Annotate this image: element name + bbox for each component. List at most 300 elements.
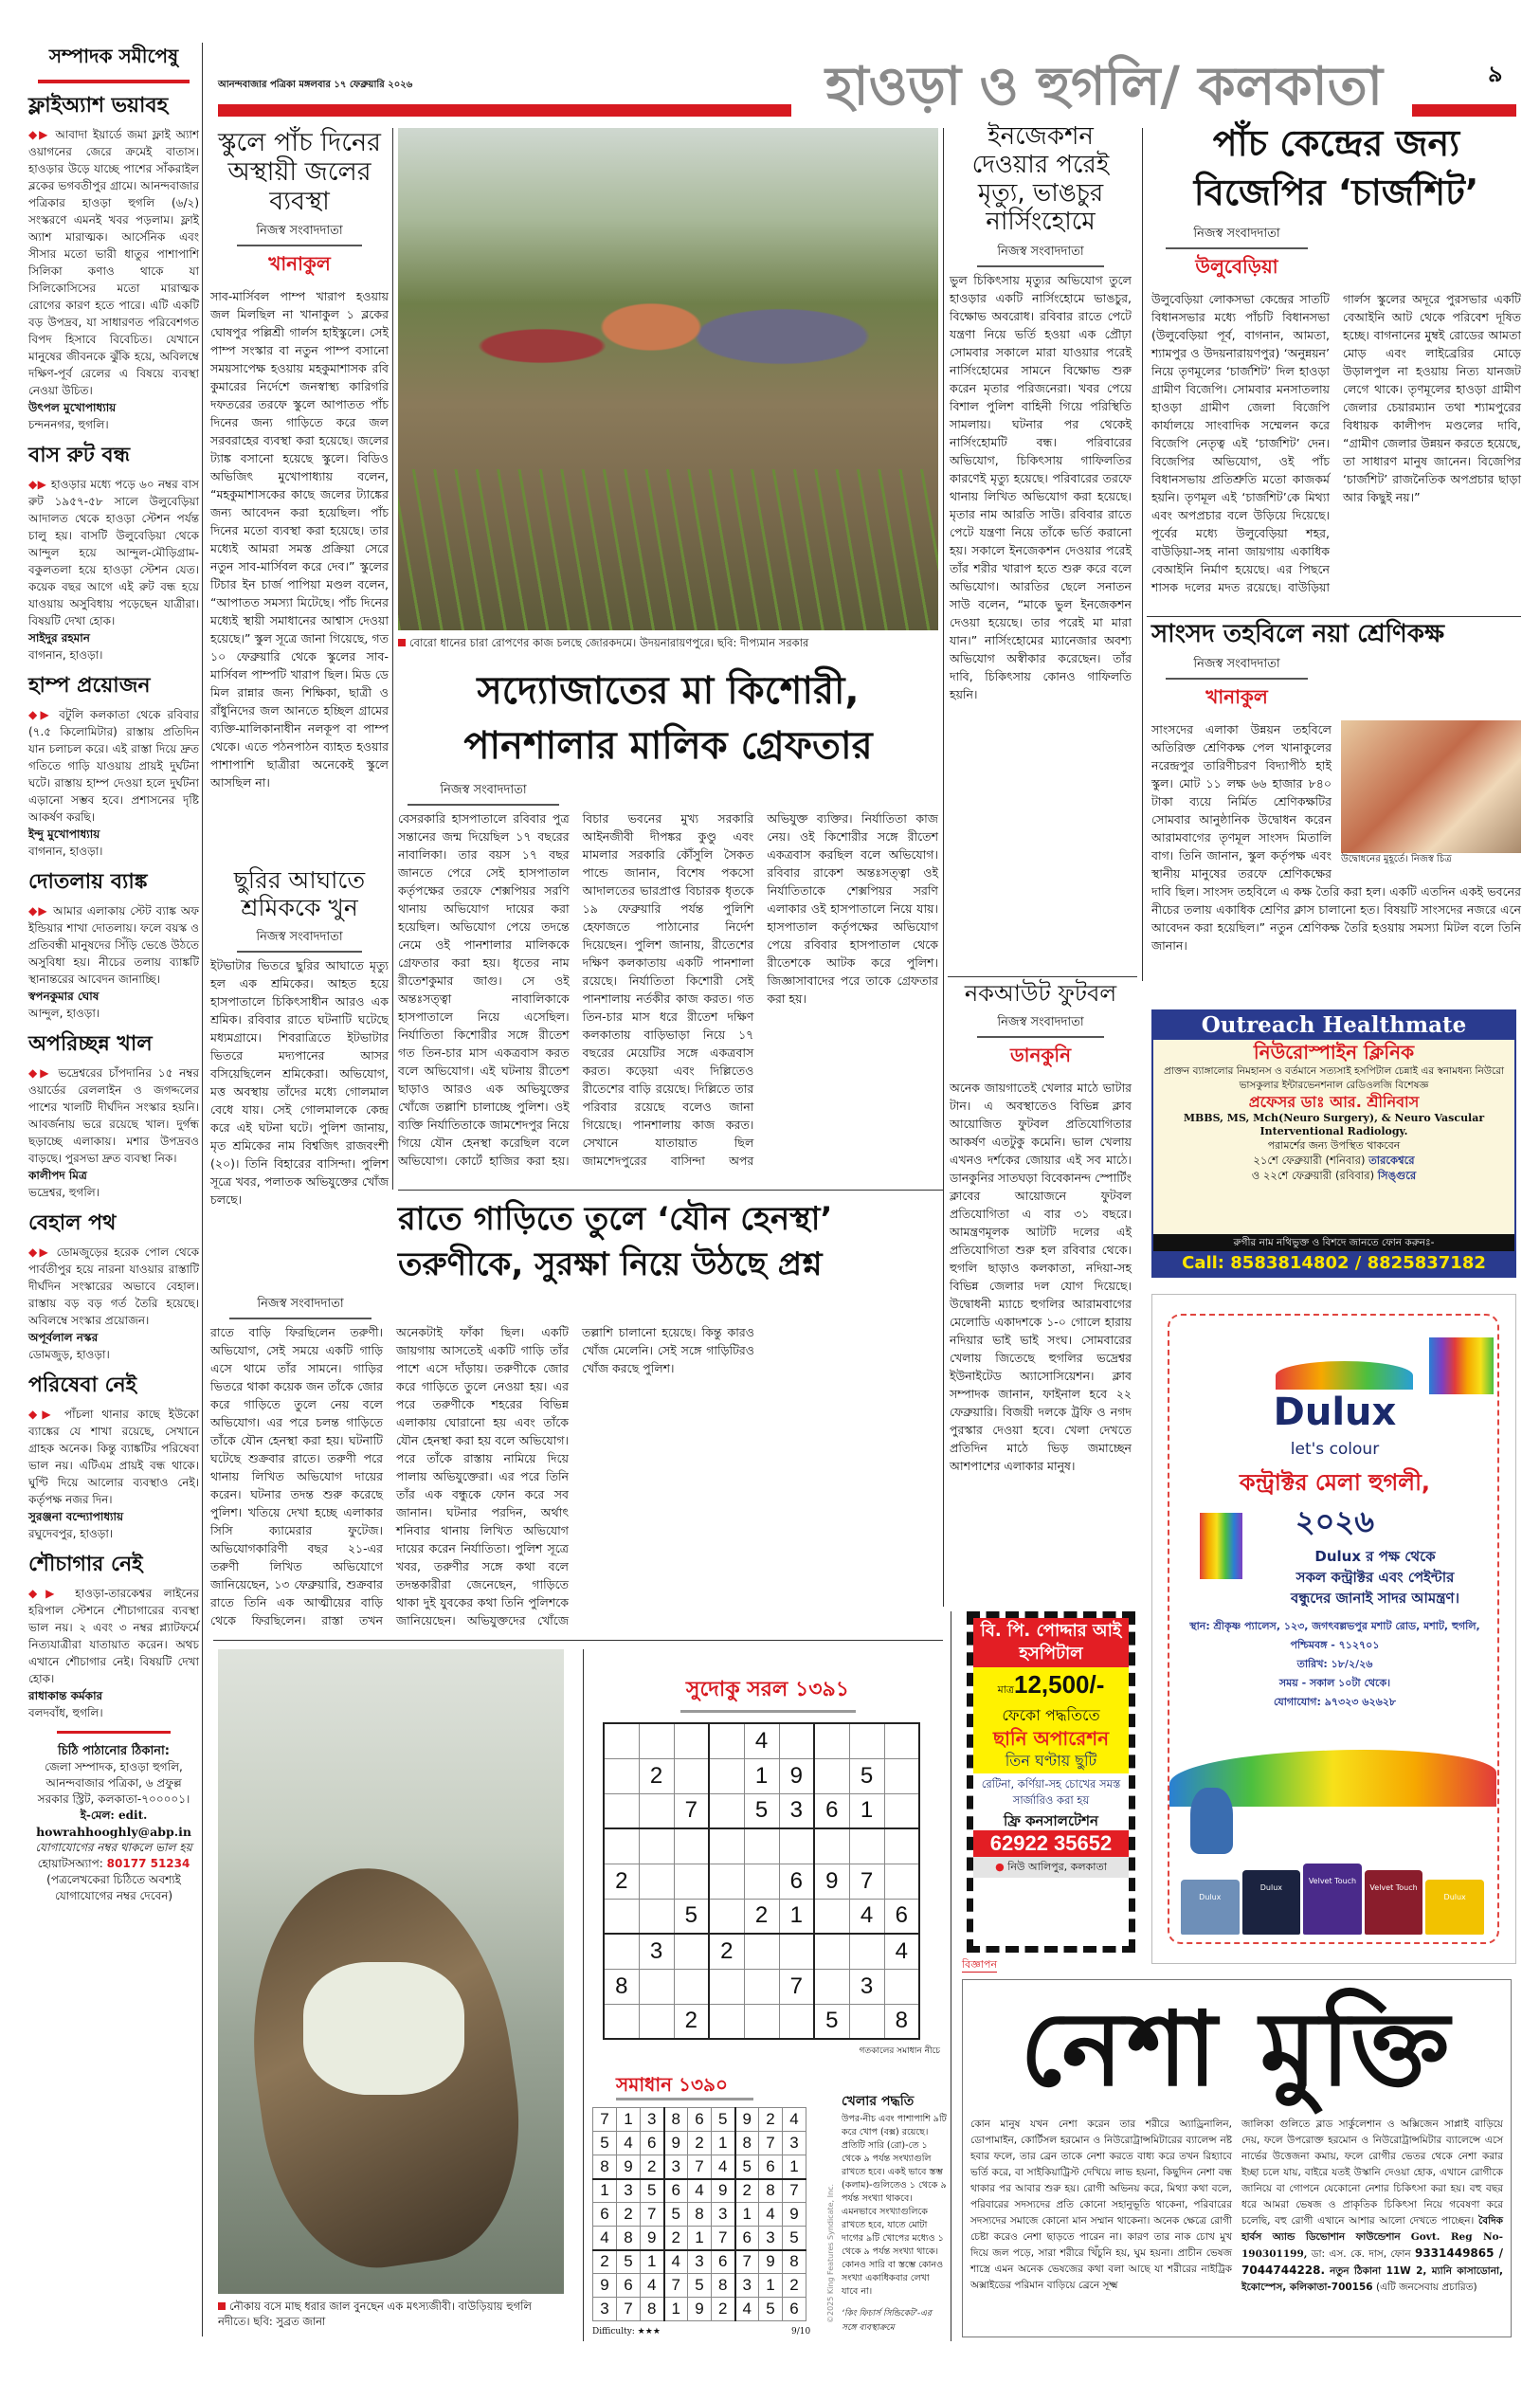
story-teen-mother — [398, 664, 938, 1185]
sudoku-cell: 2 — [593, 2250, 617, 2274]
story-rule — [398, 1190, 943, 1191]
caption-marker — [398, 639, 406, 646]
whatsapp-line — [28, 1856, 199, 1872]
sudoku-cell: 2 — [744, 1899, 779, 1934]
seedlings — [398, 469, 938, 630]
price-prefix: মাত্র — [997, 1683, 1014, 1696]
org: বৈদিক হার্বস অ্যান্ড ডিভোশান ফাউন্ডেশান — [1241, 2215, 1503, 2243]
letter-bullet-icon: ◆▶ — [28, 1246, 57, 1259]
sudoku-cell: 7 — [779, 1969, 814, 2004]
paint-can-label: Dulux — [1259, 1883, 1283, 1892]
letter-item — [28, 89, 199, 433]
letter-body: ভদ্রেশ্বরের চাঁপদানির ১৫ নম্বর ওয়ার্ডের রেললাইন ও জগদ্দলের পাশের খালটি দীর্ঘদিন সংস্কার হয়নি। আবর্জনায় ভরে রয়েছে খাল। দুর্গন্ধ ছড়াচ্ছে এলাকায়। মশার উপদ্রবও বাড়ছে। পুরসভা দ্রুত ব্যবস্থা নিক। — [28, 1066, 199, 1165]
letter-place: আন্দুল, হাওড়া। — [28, 1007, 100, 1020]
rules-credit: ‘কিং ফিচার্স সিন্ডিকেট’-এর সঙ্গে ব্যবস্থাক্রমে — [842, 2309, 932, 2333]
letter-author: স্বপনকুমার ঘোষ — [28, 990, 100, 1003]
sudoku-cell: 1 — [783, 2155, 806, 2179]
sudoku-cell: 6 — [688, 2108, 712, 2132]
sudoku-solution-grid — [592, 2107, 806, 2321]
paint-can — [1425, 1880, 1484, 1935]
sudoku-cell: 9 — [735, 2108, 759, 2132]
title-underline — [616, 2098, 753, 2100]
sudoku-cell: 4 — [735, 2298, 759, 2321]
sudoku-cell: 3 — [849, 1969, 884, 2004]
sudoku-cell: 5 — [674, 1899, 709, 1934]
paint-brush-icon — [1200, 1513, 1242, 1579]
sudoku-cell: 1 — [712, 2132, 735, 2155]
letter-place: ডোমজুড়, হাওড়া। — [28, 1348, 110, 1361]
sudoku-cell — [779, 1723, 814, 1758]
address: নতুন ঠিকানা 11W 2, ম্যানি কাসাডোনা, ইকোস্পেস, কলিকাতা-700156 — [1241, 2265, 1503, 2293]
ad-body-col-2 — [1241, 2117, 1503, 2296]
sudoku-cell: 5 — [849, 1758, 884, 1793]
sudoku-row — [593, 2203, 806, 2227]
sudoku-cell — [744, 2004, 779, 2039]
sudoku-cell — [744, 1969, 779, 2004]
letters-divider — [202, 43, 203, 2337]
sudoku-cell — [639, 2004, 674, 2039]
sudoku-cell: 5 — [814, 2004, 849, 2039]
sudoku-cell: 9 — [759, 2250, 783, 2274]
sudoku-cell — [709, 2004, 744, 2039]
sudoku-cell — [674, 1723, 709, 1758]
price-line — [973, 1669, 1129, 1705]
letter-body-wrap — [28, 1406, 199, 1508]
letter-body-wrap — [28, 1244, 199, 1329]
letter-author: সুরঞ্জনা বন্দ্যোপাধ্যায় — [28, 1510, 124, 1523]
letter-bullet-icon: ◆▶ — [28, 708, 60, 721]
letter-item — [28, 439, 199, 664]
sudoku-row — [593, 2155, 806, 2179]
letter-body: হাওড়া-তারকেশ্বর লাইনের হরিপাল স্টেশনে শৌচাগারের ব্যবস্থা ভাল নয়। ২ এবং ৩ নম্বর প্ল্যাটফর্মে নিত্যযাত্রীরা যাতায়াত করেন। অথচ এখানে শৌচাগার নেই। বিষয়টি দেখা হোক। — [28, 1587, 199, 1685]
surgery: ছানি অপারেশন — [992, 1727, 1110, 1750]
sudoku-cell: 6 — [617, 2274, 641, 2298]
sudoku-cell: 4 — [664, 2250, 688, 2274]
sudoku-cell — [639, 1793, 674, 1828]
price: 12,500/- — [1013, 1670, 1105, 1699]
letter-body: আবাদা ইয়ার্ডে জমা ফ্লাই অ্যাশ ওয়াগনের জেরে ক্রমেই বাতাস। হাওড়ার উড়ে যাচ্ছে পাশের সাঁকরাইল ব্লকের ভগবতীপুর গ্রামে। আনন্দবাজার পত্রিকার হাওড়া হুগলি (৬/২) সংস্করণে এমনই খবর পড়লাম। ফ্লাই অ্যাশ মারাত্মক। আর্সেনিক এবং সীসার মতো ভারী ধাতুর পাশাপাশি সিলিকা কণাও থাকে যা সিলিকোসিসের মতো মারাত্মক রোগের কারণ হতে পারে। এটি একটি বড় উপদ্রব, যা সাধারণত পরিবেশগত বিপদ হিসাবে বিবেচিত। যেখানে মানুষের জীবনকে ঝুঁকি হয়ে, অবিলম্বে দক্ষিণ-পূর্ব রেলের এ বিষয়ে ব্যবস্থা নেওয়া উচিত। — [28, 128, 200, 397]
story-body: সাংসদের এলাকা উন্নয়ন তহবিলে অতিরিক্ত শ্রেণিকক্ষ পেল খানাকুলের নরেন্দ্রপুর তারিণীচরণ বিদ্যাপীঠ হাই স্কুল। মোট ১১ লক্ষ ৬৬ হাজার ৮৪০ টাকা ব্যয়ে নির্মিত শ্রেণিকক্ষটির সোমবার আনুষ্ঠানিক উদ্বোধন করেন আরামবাগের তৃণমূল সাংসদ মিতালি বাগ। তিনি জানান, স্কুল কর্তৃপক্ষ এবং স্থানীয় মানুষের তরফে শ্রেণিকক্ষের দাবি ছিল। সাংসদ তহবিলে এ কক্ষ তৈরি করা হল। একটি এতদিন একই ভবনের নীচের তলায় একাধিক শ্রেণির ক্লাস চালানো হত। বিষয়টি সাংসদের নজরে এনে আবেদন করা হয়েছিল।” নতুন শ্রেণিকক্ষ তৈরি হওয়ায় সমস্যা মিটল বলে তিনি জানান। — [1151, 721, 1521, 953]
sudoku-cell — [639, 1864, 674, 1899]
sudoku-cell — [744, 1828, 779, 1864]
sudoku-cell — [814, 1758, 849, 1793]
rice-photo-caption — [398, 635, 938, 650]
letter-body: আমার এলাকায় স্টেট ব্যাঙ্ক অফ ইন্ডিয়ার শাখা দোতলায়। ফলে বয়স্ক ও প্রতিবন্ধী মানুষদের সিঁড়ি ভেঙে উঠতে অসুবিধা হয়। নীচের তলায় ব্যাঙ্কটি স্থানান্তরের আবেদন জানাচ্ছি। — [28, 904, 199, 986]
column-rule — [392, 128, 393, 1190]
sudoku-cell: 7 — [712, 2227, 735, 2250]
letter-body: বটুলি কলকাতা থেকে রবিবার (৭.৫ কিলোমিটার) রাস্তায় প্রতিদিন যান চলাচল করে। এই রাস্তা দিয়ে দ্রুত গতিতে গাড়ি যাওয়ায় প্রায়ই দুর্ঘটনা ঘটে। রাস্তায় হাম্প দেওয়া হলে দুর্ঘটনা এড়ানো সম্ভব হবে। প্রশাসনের দৃষ্টি আকর্ষণ করছি। — [28, 708, 200, 824]
sudoku-cell — [744, 1864, 779, 1899]
sudoku-cell: 8 — [783, 2250, 806, 2274]
sudoku-cell: 9 — [783, 2203, 806, 2227]
letter-author: উৎপল মুখোপাধ্যায় — [28, 401, 117, 414]
sudoku-cell — [709, 1793, 744, 1828]
sudoku-cell — [639, 1828, 674, 1864]
ad-schedule-1 — [1153, 1153, 1514, 1168]
sudoku-cell: 7 — [759, 2132, 783, 2155]
sudoku-cell: 3 — [735, 2274, 759, 2298]
sudoku-cell: 1 — [664, 2298, 688, 2321]
sudoku-cell: 3 — [593, 2298, 617, 2321]
story-body: ইটভাটার ভিতরে ছুরির আঘাতে মৃত্যু হল এক শ্রমিকের। আহত হয়ে হাসপাতালে চিকিৎসাধীন আরও এক শ্রমিক। রবিবার রাতে ঘটনাটি ঘটেছে মধ্যমগ্রামে। শিবরাত্রিতে ইটভাটার ভিতরে মদ্যপানের আসর বসিয়েছিলেন শ্রমিকেরা। অভিযোগ, মত্ত অবস্থায় তাঁদের মধ্যে গোলমাল বেধে যায়। সেই গোলমালকে কেন্দ্র করে এই ঘটনা ঘটে। পুলিশ জানায়, মৃত শ্রমিকের নাম বিশ্বজিৎ রাজবংশী (২০)। তিনি বিহারের বাসিন্দা। পুলিশ সূত্রে খবর, পলাতক অভিযুক্তের খোঁজ চলছে। — [210, 957, 389, 1207]
headline: ইনজেকশন দেওয়ার পরেই মৃত্যু, ভাঙচুর নার্সিংহোমে — [971, 122, 1110, 236]
story-rule — [948, 976, 1137, 977]
dateline: খানাকুল — [268, 252, 331, 276]
sudoku-cell — [604, 1793, 639, 1828]
byline: নিজস্ব সংবাদদাতা — [977, 243, 1104, 267]
free-consult: ফ্রি কনসালটেশন — [1004, 1812, 1098, 1829]
date: ও ২২শে ফেব্রুয়ারী (রবিবার) — [1251, 1169, 1375, 1182]
letter-title: দোতলায় ব্যাঙ্ক — [28, 870, 148, 894]
sudoku-cell — [814, 1899, 849, 1934]
address-footnote: (পত্রলেখকেরা চিঠিতে অবশ্যই যোগাযোগের নম্বর দেবেন) — [46, 1873, 181, 1902]
fishing-net — [303, 1962, 464, 2095]
doctor: ডা: এস. কে. দাস, ফোন — [1311, 2248, 1411, 2260]
sudoku-cell: 9 — [814, 1864, 849, 1899]
letter-body: হাওড়ার মধ্যে পড়ে ৬০ নম্বর বাস রুট ১৯৫৭-৫৮ সালে উলুবেড়িয়া আদালত থেকে হাওড়া স্টেশন পর্যন্ত চালু হয়। বাসটি উলুবেড়িয়া থেকে আন্দুল হয়ে আন্দুল-মৌড়িগ্রাম-বকুলতলা হয়ে হাওড়া স্টেশন যেত। কয়েক বছর আগে এই রুট বন্ধ হয়ে যাওয়ায় অসুবিধায় পড়েছেন যাত্রীরা। বিষয়টি দেখা হোক। — [28, 478, 199, 627]
sudoku-row — [593, 2250, 806, 2274]
sudoku-cell — [779, 1828, 814, 1864]
letter-item — [28, 669, 199, 860]
sudoku-cell: 2 — [604, 1864, 639, 1899]
byline: নিজস্ব সংবাদদাতা — [977, 1013, 1104, 1038]
sudoku-row — [604, 2004, 919, 2039]
sudoku-cell: 6 — [712, 2250, 735, 2274]
sudoku-cell: 8 — [593, 2155, 617, 2179]
sudoku-cell — [884, 1793, 919, 1828]
sudoku-row — [604, 1723, 919, 1758]
caption-text: বোরো ধানের চারা রোপণের কাজ চলছে জোরকদমে। উদয়নারায়ণপুরে। ছবি: দীপ্যমান সরকার — [409, 636, 809, 649]
contact-note: যোগাযোগের নম্বর থাকলে ভাল হয় — [35, 1841, 192, 1854]
sudoku-cell — [604, 1934, 639, 1969]
sudoku-cell: 5 — [712, 2108, 735, 2132]
whatsapp-number: 80177 51234 — [106, 1857, 190, 1870]
story-body: ভুল চিকিৎসায় মৃত্যুর অভিযোগ তুলে হাওড়ার একটি নার্সিংহোমে ভাঙচুর, বিক্ষোভ অবরোধ। রবিবার রাতে পেটে যন্ত্রণা নিয়ে ভর্তি হওয়া এক প্রৌঢ়া সোমবার সকালে মারা যাওয়ার পরেই নার্সিংহোমের সামনে বিক্ষোভ শুরু করেন মৃতার পরিজনেরা। খবর পেয়ে বিশাল পুলিশ বাহিনী গিয়ে পরিস্থিতি সামলায়। ঘটনার পর থেকেই নার্সিংহোমটি বন্ধ। পরিবারের অভিযোগ, চিকিৎসায় গাফিলতির কারণেই মৃত্যু হয়েছে। পরিবারের তরফে থানায় লিখিত অভিযোগ করা হয়েছে। মৃতার নাম আরতি সাউ। রবিবার রাতে পেটে যন্ত্রণা নিয়ে তাঁকে ভর্তি করানো হয়। সকালে ইনজেকশন দেওয়ার পরেই তাঁর শরীর খারাপ হতে শুরু করে বলে অভিযোগ। আরতির ছেলে সনাতন সাউ বলেন, “মাকে ভুল ইনজেকশন দেওয়া হয়েছে। তার পরেই মা মারা যান।” নার্সিংহোমের ম্যানেজার অবশ্য অভিযোগ অস্বীকার করেছেন। তাঁর দাবি, চিকিৎসায় কোনও গাফিলতি হয়নি। — [950, 272, 1132, 701]
story-harassment — [210, 1196, 940, 1634]
sudoku-cell: 2 — [709, 1934, 744, 1969]
sudoku-cell: 6 — [884, 1899, 919, 1934]
letter-body-wrap — [28, 126, 199, 399]
rules-title: খেলার পদ্ধতি — [842, 2094, 915, 2109]
ad-brand: Outreach Healthmate — [1153, 1011, 1514, 1040]
letter-body: পাঁচলা থানার কাছে ইউকো ব্যাঙ্কের যে শাখা রয়েছে, সেখানে গ্রাহক অনেক। কিন্তু ব্যাঙ্কটির পরিষেবা ভাল নয়। এটিএম প্রায়ই বন্ধ থাকে। ঘুণ্টি দিয়ে আলোর ব্যবস্থাও নেই। কর্তৃপক্ষ নজর দিন। — [28, 1408, 200, 1506]
dulux-logo: Dulux — [1273, 1391, 1397, 1434]
email-label: ই-মেল: edit. — [80, 1809, 148, 1822]
sudoku-cell — [849, 2004, 884, 2039]
sudoku-row — [593, 2179, 806, 2203]
sudoku-cell: 4 — [712, 2155, 735, 2179]
sudoku-cell: 2 — [674, 2004, 709, 2039]
story-rule — [1147, 616, 1521, 617]
byline: নিজস্ব সংবাদদাতা — [408, 781, 559, 806]
masthead — [213, 57, 1521, 118]
column-rule — [1142, 128, 1143, 981]
sudoku-cell: 4 — [641, 2274, 664, 2298]
invite-line-3: বন্ধুদের জানাই সাদর আমন্ত্রণ। — [1291, 1590, 1459, 1607]
sudoku-row — [604, 1969, 919, 2004]
sudoku-cell: 3 — [759, 2227, 783, 2250]
story-classroom — [1151, 621, 1521, 976]
paint-can — [1242, 1870, 1301, 1935]
sudoku-cell — [709, 1758, 744, 1793]
letter-place: বাগনান, হাওড়া। — [28, 648, 103, 662]
story-body-wrap — [1151, 720, 1521, 976]
sudoku-cell — [604, 1899, 639, 1934]
headline: নকআউট ফুটবল — [964, 980, 1117, 1007]
letter-body-wrap — [28, 1064, 199, 1167]
sudoku-cell — [639, 1899, 674, 1934]
sudoku-cell — [779, 1934, 814, 1969]
solution-title: সমাধান ১৩৯০ — [616, 2073, 728, 2096]
letter-bullet-icon: ◆▶ — [28, 478, 51, 491]
workers-silhouette — [455, 251, 891, 441]
letter-item — [28, 1548, 199, 1721]
letter-title: পরিষেবা নেই — [28, 1373, 137, 1397]
sudoku-cell: 1 — [688, 2227, 712, 2250]
sudoku-cell: 4 — [849, 1899, 884, 1934]
sudoku-cell — [709, 1899, 744, 1934]
classroom-inauguration-photo — [1341, 720, 1521, 853]
letter-place: বলদবাঁধ, হুগলি। — [28, 1706, 103, 1719]
headline: রাতে গাড়িতে তুলে ‘যৌন হেনস্থা’ তরুণীকে, সুরক্ষা নিয়ে উঠছে প্রশ্ন — [398, 1200, 833, 1283]
sudoku-cell — [884, 1723, 919, 1758]
sudoku-cell — [674, 1969, 709, 2004]
ad-body-col-1: কোন মানুষ যখন নেশা করেন তার শরীরে অ্যাড্রিনালিন, ডোপামাইন, কোর্টিসল হরমোন ও নিউরোট্রান্সমিটারের ব্যালেন্স নষ্ট হবার ফলে, তার ব্রেন তাকে নেশা করতে বাধ্য করে তখন রিহ্যাবে ভর্তি করে, বা সাইকিয়াট্রিস্ট দেখিয়ে লাভ হয়না, কিছুদিন নেশা বন্ধ থাকার পর আবার শুরু হয়। রোগী অভিনয় করে, মিথ্যা কথা বলে, পরিবারের সদস্যদের প্রতি কোনো সহানুভূতি থাকেনা, পরিবারের সদস্যদের সমাজে কোনো মান সম্মান থাকেনা। অনেক ক্ষেত্রে রোগী চেষ্টা করেও নেশা ছাড়তে পারেন না। কারণ তার নাক চোখ মুখ দিয়ে জল পড়ে, সারা শরীরে খিঁচুনি হয়, ঘুম হয়না। প্রাচীন ভেষজ শাস্ত্রে এমন অনেক ভেষজের কথা বলা আছে যা শরীরের নাইট্রিক অক্সাইডের পরিমান বাড়িয়ে ব্রেনে সূক্ষ্ম — [970, 2118, 1232, 2291]
sudoku-cell: 3 — [639, 1934, 674, 1969]
sudoku-cell: 1 — [779, 1899, 814, 1934]
headline: সদ্যোজাতের মা কিশোরী, পানশালার মালিক গ্রেফতার — [463, 669, 873, 768]
sudoku-cell: 4 — [783, 2108, 806, 2132]
sudoku-cell: 9 — [664, 2132, 688, 2155]
paint-cans — [1181, 1864, 1484, 1935]
story-rule — [213, 1640, 943, 1641]
ad-body — [970, 2117, 1503, 2296]
letter-bullet-icon: ◆▶ — [28, 1066, 59, 1080]
letter-title: অপরিচ্ছন্ন খাল — [28, 1032, 153, 1056]
invite-line-1: Dulux র পক্ষ থেকে — [1314, 1548, 1436, 1565]
letter-item — [28, 1207, 199, 1363]
letter-body-wrap — [28, 1585, 199, 1687]
story-body: সাব-মার্সিবল পাম্প খারাপ হওয়ায় জল মিলছিল না খানাকুল ১ ব্লকের ঘোষপুর পল্লিশ্রী গার্লস হাইস্কুলে। সেই পাম্প সংস্কার বা নতুন পাম্প বসানো সময়সাপেক্ষ হওয়ায় মহকুমাশাসক রবি কুমারের নির্দেশে জনস্বাস্থ্য কারিগরি দফতরের তরফে স্কুলে আপাতত পাঁচ দিনের জন্য গাড়িতে করে জল সরবরাহের ব্যবস্থা করা হয়েছে। জলের ট্যাঙ্ক বসানো হয়েছে স্কুলে। বিডিও অভিজিৎ মুখোপাধ্যায় বলেন, “মহকুমাশাসকের কাছে জলের ট্যাঙ্কের জন্য আবেদন করা হয়েছিল। পাঁচ দিনের মতো ব্যবস্থা করা হয়েছে। তার মধ্যেই আমরা সমস্ত প্রক্রিয়া সেরে নতুন সাব-মার্সিবল করে দেব।” স্কুলের টিচার ইন চার্জ পাপিয়া মণ্ডল বলেন, “আপাতত সমস্যা মিটেছে। পাঁচ দিনের মধ্যেই স্থায়ী সমাধানের আশ্বাস দেওয়া হয়েছে।” স্কুল সূত্রে জানা গিয়েছে, গত ১০ ফেব্রুয়ারি থেকে স্কুলের সাব-মার্সিবল পাম্পটি খারাপ ছিল। মিড ডে মিল রান্নার জন্য শিক্ষিকা, ছাত্রী ও রাঁধুনিদের জল আনতে হচ্ছিল গ্রামের ব্যক্তি-মালিকানাধীন নলকূপ বা পাম্প থেকে। এতে পঠনপাঠন ব্যাহত হওয়ার পাশাপাশি ছাত্রীরা অনেকেই স্কুলে আসছিল না। — [210, 289, 389, 791]
ad-eye-hospital — [967, 1611, 1135, 1953]
sudoku-cell: 6 — [783, 2298, 806, 2321]
sudoku-cell: 5 — [617, 2250, 641, 2274]
ad-schedule-2 — [1153, 1168, 1514, 1183]
sudoku-cell: 8 — [735, 2132, 759, 2155]
sudoku-cell — [639, 1969, 674, 2004]
dateline: উলুবেড়িয়া — [1195, 255, 1278, 278]
date: ২১শে ফেব্রুয়ারী (শনিবার) — [1253, 1154, 1366, 1167]
other-surgeries: রেটিনা, কর্ণিয়া-সহ চোখের সমস্ত সার্জারিও করা হয় — [981, 1777, 1121, 1807]
story-body: অনেক জায়গাতেই খেলার মাঠে ভাটার টান। এ অবস্থাতেও বিভিন্ন ক্লাব আয়োজিত ফুটবল প্রতিযোগিতার আকর্ষণ এতটুকু কমেনি। ভাল খেলায় এখনও দর্শকের জোয়ার এই সব মাঠে। ডানকুনির সাতঘড়া বিবেকানন্দ স্পোর্টিং ক্লাবের আয়োজনে ফুটবল প্রতিযোগিতা এ বার ৩১ বছরে। আমন্ত্রণমূলক আটটি দলের এই প্রতিযোগিতা শুরু হল রবিবার থেকে। হুগলি ছাড়াও কলকাতা, নদিয়া-সহ বিভিন্ন জেলার দল যোগ দিয়েছে। উদ্বোধনী ম্যাচে হুগলির আরামবাগের মেলোডি একাদশকে ১-০ গোলে হারায় নদিয়ার ভাই ভাই সংঘ। সোমবারের খেলায় জিতেছে হুগলির ভদ্রেশ্বর ইউনাইটেড অ্যাসোসিয়েশন। ক্লাব সম্পাদক জানান, ফাইনাল হবে ২২ ফেব্রুয়ারি। বিজয়ী দলকে ট্রফি ও নগদ পুরস্কার দেওয়া হবে। খেলা দেখতে প্রতিদিন মাঠে ভিড় জমাচ্ছেন আশপাশের এলাকার মানুষ। — [950, 1080, 1132, 1473]
letter-title: শৌচাগার নেই — [28, 1553, 143, 1576]
letter-author: রাধাকান্ত কর্মকার — [28, 1689, 103, 1702]
letter-place: চন্দননগর, হুগলি। — [28, 418, 109, 431]
paint-can — [1365, 1870, 1423, 1935]
ad-degrees: MBBS, MS, Mch(Neuro Surgery), & Neuro Vascular Interventional Radiology. — [1183, 1112, 1485, 1137]
sudoku-cell: 9 — [779, 1758, 814, 1793]
sudoku-cell: 1 — [759, 2274, 783, 2298]
sudoku-row — [604, 1934, 919, 1969]
sudoku-cell: 7 — [688, 2155, 712, 2179]
offer-box — [973, 1667, 1129, 1773]
sudoku-cell: 3 — [783, 2132, 806, 2155]
letter-author: অপূর্বলাল নস্কর — [28, 1331, 99, 1344]
sudoku-cell: 3 — [712, 2203, 735, 2227]
sudoku-cell: 2 — [712, 2298, 735, 2321]
sudoku-cell: 1 — [641, 2250, 664, 2274]
sudoku-cell: 4 — [593, 2227, 617, 2250]
dateline: ডানকুনি — [1009, 1043, 1072, 1066]
sudoku-cell — [604, 2004, 639, 2039]
hospital-name: বি. পি. পোদ্দার আই হসপিটাল — [973, 1618, 1129, 1667]
place: তারকেশ্বরে — [1368, 1154, 1415, 1167]
letter-body-wrap — [28, 706, 199, 826]
sudoku-cell: 1 — [617, 2108, 641, 2132]
sudoku-cell: 4 — [744, 1723, 779, 1758]
sudoku-cell — [709, 1828, 744, 1864]
ad-dulux — [1151, 1294, 1516, 1964]
sudoku-title: সুদোকু সরল ১৩৯১ — [685, 1678, 850, 1701]
sudoku-cell — [709, 1969, 744, 2004]
sudoku-cell — [604, 1758, 639, 1793]
ad-nesha-mukti — [962, 1979, 1512, 2337]
paint-can — [1303, 1864, 1362, 1935]
ad-clinic: নিউরোস্পাইন ক্লিনিক — [1253, 1041, 1415, 1064]
story-body: উলুবেড়িয়া লোকসভা কেন্দ্রের সাতটি বিধানসভার মধ্যে পাঁচটি বিধানসভা (উলুবেড়িয়া পূর্ব, বাগনান, আমতা, শ্যামপুর ও উদয়নারায়ণপুর) ‘অনুন্নয়ন’ নিয়ে তৃণমূলের ‘চার্জশিট’ দিল হাওড়া গ্রামীণ বিজেপি। সোমবার মনসাতলায় হাওড়া গ্রামীণ জেলা বিজেপি কার্যালয়ে সাংবাদিক সম্মেলন করে বিজেপি নেতৃত্ব এই ‘চার্জশিট’ দেন। বিজেপির অভিযোগ, ওই পাঁচ বিধানসভায় প্রতিশ্রুতি মতো কাজকর্ম হয়নি। তৃণমূল এই ‘চার্জশিট’কে মিথ্যা এবং অপপ্রচার বলে উড়িয়ে দিয়েছে। পূর্বের মধ্যে উলুবেড়িয়া শহর, বাউড়িয়া-সহ নানা জায়গায় একাধিক বেআইনি নির্মাণ হয়েছে। এর পিছনে শাসক দলের মদত রয়েছে। বাউড়িয়া গার্লস স্কুলের অদূরে পুরসভার একটি বেআইনি আট থেকে পরিবেশ দূষিত হচ্ছে। বাগনানের মুম্বই রোডের আমতা মোড় এবং লাইব্রেরির মোড়ে উড়ালপুল না হওয়ায় নিত্য যানজট লেগে থাকে। তৃণমূলের হাওড়া গ্রামীণ জেলার চেয়ারম্যান তথা শ্যামপুরের বিধায়ক কালীপদ মণ্ডলের দাবি, “গ্রামীণ জেলার উন্নয়ন করতে হয়েছে, তা সাধারণ মানুষ জানেন। বিজেপির ‘চার্জশিট’ রাজনৈতিক অপপ্রচার ছাড়া আর কিছুই নয়।” — [1151, 292, 1521, 594]
letter-author: কালীপদ মিত্র — [28, 1169, 87, 1182]
sudoku-cell — [709, 1723, 744, 1758]
sudoku-cell: 6 — [735, 2227, 759, 2250]
sudoku-cell: 5 — [735, 2155, 759, 2179]
sudoku-cell — [884, 1969, 919, 2004]
caption-text: নৌকায় বসে মাছ ধরার জাল বুনছেন এক মৎস্যজীবী। বাউড়িয়ায় হুগলি নদীতে। ছবি: সুব্রত জানা — [218, 2300, 532, 2328]
byline: নিজস্ব সংবাদদাতা — [229, 1295, 371, 1319]
sudoku-cell — [604, 1828, 639, 1864]
sudoku-cell — [814, 1934, 849, 1969]
contact: যোগাযোগ: ৯৭৩২৩ ৬২৬২৮ — [1273, 1696, 1397, 1708]
sudoku-cell: 6 — [641, 2132, 664, 2155]
story-bjp-chargesheet — [1151, 118, 1521, 611]
sudoku-cell — [604, 1723, 639, 1758]
reg: Govt. Reg No-190301199, — [1241, 2231, 1503, 2260]
paint-can-label: Dulux — [1199, 1893, 1222, 1901]
col2-text: জালিকা গুলিতে ব্লাড সার্কুলেশান ও অক্সিজেন সাপ্লাই বাড়িয়ে দেয়, ফলে উপরোক্ত হরমোন ও নিউরোট্রান্সমিটার ব্যালেন্সে এসে নার্ভের উত্তেজনা কমায়, ফলে রোগীর ভেতর থেকে নেশা করার ইচ্ছা চলে যায়, বাইরে যতই উস্কানি দেওয়া হোক, এখানে রোগীকে জানিয়ে বা গোপনে যেকোনো নেশার চিকিৎসা করা হয়। বহু বছর ধরে আমরা ভেষজ ও প্রাকৃতিক চিকিৎসা নিয়ে গবেষণা করে চলেছি, বহু রোগী এখানে আশার আলো দেখতে পাচ্ছেন। — [1241, 2118, 1503, 2227]
invite — [1247, 1546, 1503, 1609]
letter-place: ভদ্রেশ্বর, হুগলি। — [28, 1186, 100, 1199]
paint-can-label: Dulux — [1443, 1893, 1466, 1901]
sudoku-cell — [639, 1723, 674, 1758]
sudoku-cell — [849, 1828, 884, 1864]
fisherman-boat-photo — [218, 1649, 564, 2294]
sudoku-cell — [814, 1723, 849, 1758]
sudoku-cell: 5 — [641, 2179, 664, 2203]
sudoku-cell: 6 — [593, 2203, 617, 2227]
sudoku-cell: 4 — [759, 2203, 783, 2227]
sudoku-cell: 7 — [641, 2203, 664, 2227]
byline: নিজস্ব সংবাদদাতা — [1166, 655, 1308, 680]
story-body: বেসরকারি হাসপাতালে রবিবার পুত্র সন্তানের জন্ম দিয়েছিল ১৭ বছরের নাবালিকা। তার বয়স ১৭ বছর জানতে পেরে সেই হাসপাতাল কর্তৃপক্ষের তরফে শেক্সপিয়র সরণি থানায় অভিযোগ দায়ের করা হয়েছিল। অভিযোগ পেয়ে তদন্তে নেমে ওই পানশালার মালিককে গ্রেফতার করা হয়। ধৃতের নাম রীতেশকুমার জাগু। সে ওই অন্তঃসত্ত্বা নাবালিকাকে হাসপাতালে নিয়ে এসেছিল। নির্যাতিতা কিশোরীর সঙ্গে রীতেশ গত তিন-চার মাস একত্রবাস করত বলে অভিযোগ। এই ঘটনায় রীতেশ ছাড়াও আরও এক অভিযুক্তের খোঁজে তল্লাশি চালাচ্ছে পুলিশ। ওই ব্যক্তি নির্যাতিতাকে জামশেদপুর নিয়ে গিয়ে যৌন হেনস্থা করেছিল বলে অভিযোগ। কোর্টে হাজির করা হয়। বিচার ভবনের মুখ্য সরকারি আইনজীবী দীপঙ্কর কুণ্ডু এবং মামলার সরকারি কৌঁসুলি সৈকত পান্ডে জানান, বিশেষ পকসো আদালতের ভারপ্রাপ্ত বিচারক ধৃতকে ১৯ ফেব্রুয়ারি পর্যন্ত পুলিশি হেফাজতে পাঠানোর নির্দেশ দিয়েছেন। পুলিশ জানায়, রীতেশের দক্ষিণ কলকাতায় একটি পানশালা রয়েছে। নির্যাতিতা কিশোরী সেই পানশালায় নর্তকীর কাজ করত। গত তিন-চার মাস ধরে রীতেশ দক্ষিণ কলকাতায় বাড়িভাড়া নিয়ে ১৭ বছরের মেয়েটির সঙ্গে একত্রবাস করত। কড়েয়া এবং দিল্লিতেও রীতেশের বাড়ি রয়েছে। দিল্লিতে তার পরিবার রয়েছে বলেও জানা গিয়েছে। পানশালায় কাজ করত। সেখানে যাতায়াত ছিল জামশেদপুরের বাসিন্দা অপর অভিযুক্ত ব্যক্তির। নির্যাতিতা কাজ নেয়। ওই কিশোরীর সঙ্গে রীতেশ একত্রবাস করছিল বলে অভিযোগ। রবিবার রাকেশ অন্তঃসত্ত্বা ওই নির্যাতিতাকে শেক্সপিয়র সরণি এলাকার ওই হাসপাতালে নিয়ে যায়। হাসপাতাল কর্তৃপক্ষের অভিযোগ পেয়ে রবিবার হাসপাতাল থেকে রীতেশকে আটক করে পুলিশ। জিজ্ঞাসাবাদের পরে তাকে গ্রেফতার করা হয়। — [398, 811, 938, 1168]
letter-body: ডোমজুড়ের হরেক পোল থেকে পার্বতীপুর হয়ে নারনা যাওয়ার রাস্তাটি দীর্ঘদিন সংস্কারের অভাবে বেহাল। রাস্তায় বড় বড় গর্ত তৈরি হয়েছে। অবিলম্বে সংস্কার প্রয়োজন। — [28, 1246, 199, 1327]
letter-bullet-icon: ◆▶ — [28, 1408, 64, 1421]
discharge: তিন ঘণ্টায় ছুটি — [1005, 1752, 1097, 1770]
note: (এটি জনসেবায় প্রচারিত) — [1375, 2282, 1477, 2293]
date: তারিখ: ১৮/২/২৬ — [1296, 1658, 1373, 1670]
sudoku-cell: 2 — [639, 1758, 674, 1793]
method: ফেকো পদ্ধতিতে — [1002, 1706, 1100, 1724]
sudoku-cell: 6 — [779, 1864, 814, 1899]
event-title: কন্ট্রাক্টর মেলা হুগলী, — [1239, 1469, 1431, 1496]
sudoku-cell: 7 — [783, 2179, 806, 2203]
headline: ছুরির আঘাতে শ্রমিককে খুন — [233, 866, 366, 921]
letters-address — [28, 1743, 199, 1904]
sudoku-cell: 9 — [617, 2155, 641, 2179]
paint-can-label: Velvet Touch — [1308, 1877, 1357, 1885]
event-details — [1181, 1617, 1489, 1712]
sudoku-cell — [674, 1828, 709, 1864]
address-divider — [57, 1731, 171, 1734]
sudoku-cell — [814, 1969, 849, 2004]
sudoku-cell: 2 — [783, 2274, 806, 2298]
sudoku-cell: 5 — [759, 2298, 783, 2321]
letter-body-wrap — [28, 476, 199, 629]
sudoku-cell: 5 — [593, 2132, 617, 2155]
difficulty: Difficulty: ★★★ — [592, 2327, 661, 2337]
venue: স্থান: শ্রীকৃষ্ণ প্যালেস, ১২৩, জগৎবল্লভপুর মশাট রোড, মশাট, হুগলি, পশ্চিমবঙ্গ - ৭১২৭০১ — [1189, 1620, 1480, 1651]
sudoku-cell — [744, 1934, 779, 1969]
sudoku-cell: 8 — [712, 2274, 735, 2298]
letter-item — [28, 1369, 199, 1542]
letters-column-title: সম্পাদক সমীপেষু — [48, 45, 179, 67]
sudoku-cell: 2 — [759, 2108, 783, 2132]
sudoku-cell: 8 — [759, 2179, 783, 2203]
sudoku-cell — [674, 1758, 709, 1793]
sudoku-row — [604, 1793, 919, 1828]
location-text: নিউ আলিপুর, কলকাতা — [1007, 1861, 1107, 1873]
headline: স্কুলে পাঁচ দিনের অস্থায়ী জলের ব্যবস্থা — [217, 128, 382, 217]
paint-can — [1181, 1880, 1240, 1935]
title-underline — [38, 80, 190, 83]
sudoku-row — [593, 2298, 806, 2321]
sudoku-cell: 9 — [712, 2179, 735, 2203]
email-link[interactable]: howrahhooghly@abp.in — [36, 1825, 191, 1839]
sudoku-cell: 7 — [674, 1793, 709, 1828]
letter-title: বেহাল পথ — [28, 1211, 117, 1235]
sudoku-cell: 2 — [688, 2132, 712, 2155]
letter-author: ইন্দু মুখোপাধ্যায় — [28, 827, 100, 841]
sudoku-cell: 2 — [664, 2227, 688, 2250]
masthead-red-bar-right — [1412, 104, 1516, 117]
letter-bullet-icon: ◆▶ — [28, 904, 54, 918]
sudoku-cell: 6 — [759, 2155, 783, 2179]
sudoku-cell: 3 — [779, 1793, 814, 1828]
boat-photo-caption — [218, 2299, 564, 2329]
sudoku-row — [593, 2227, 806, 2250]
letter-place: রঘুদেবপুর, হাওড়া। — [28, 1527, 114, 1540]
column-rule — [583, 1649, 584, 2341]
sudoku-cell: 8 — [604, 1969, 639, 2004]
story-body: রাতে বাড়ি ফিরছিলেন তরুণী। অভিযোগ, সেই সময়ে একটি গাড়ি এসে থামে তাঁর সামনে। গাড়ির ভিতরে থাকা কয়েক জন তাঁকে জোর করে গাড়িতে তুলে নেয় বলে অভিযোগ। এর পরে চলন্ত গাড়িতে তাঁকে যৌন হেনস্থা করা হয়। ঘটনাটি ঘটেছে শুক্রবার রাতে। তরুণী পরে থানায় লিখিত অভিযোগ দায়ের করেন। ঘটনার তদন্ত শুরু করেছে পুলিশ। খতিয়ে দেখা হচ্ছে এলাকার সিসি ক্যামেরার ফুটেজ। অভিযোগকারিণী বছর ২১-এর তরুণী লিখিত অভিযোগে জানিয়েছেন, ১৩ ফেব্রুয়ারি, শুক্রবার রাতে তিনি এক আত্মীয়ের বাড়ি থেকে ফিরছিলেন। রাস্তা তখন অনেকটাই ফাঁকা ছিল। একটি জায়গায় আসতেই একটি গাড়ি তাঁর পাশে এসে দাঁড়ায়। তরুণীকে জোর করে গাড়িতে তুলে নেওয়া হয়। এর পরে তরুণীকে শহরের বিভিন্ন এলাকায় ঘোরানো হয় এবং তাঁকে যৌন হেনস্থা করা হয় বলে অভিযোগ। পরে তাঁকে রাস্তায় নামিয়ে দিয়ে পালায় অভিযুক্তেরা। এর পরে তিনি তাঁর এক বন্ধুকে ফোন করে সব জানান। ঘটনার পরদিন, অর্থাৎ শনিবার থানায় লিখিত অভিযোগ দায়ের করেন নির্যাতিতা। পুলিশ সূত্রে খবর, তরুণীর সঙ্গে কথা বলে তদন্তকারীরা জেনেছেন, গাড়িতে থাকা দুই যুবকের কথা তিনি পুলিশকে জানিয়েছেন। অভিযুক্তদের খোঁজে তল্লাশি চালানো হয়েছে। কিন্তু কারও খোঁজ মেলেনি। সেই সঙ্গে গাড়িটিরও খোঁজ করছে পুলিশ। — [210, 1325, 754, 1627]
letter-bullet-icon: ◆▶ — [28, 1587, 76, 1600]
sudoku-puzzle-grid — [603, 1722, 920, 2040]
sudoku-cell: 8 — [664, 2108, 688, 2132]
headline: পাঁচ কেন্দ্রের জন্য বিজেপির ‘চার্জশিট’ — [1193, 122, 1479, 213]
dulux-swoosh-icon — [1276, 1361, 1413, 1390]
sudoku-cell: 7 — [664, 2274, 688, 2298]
sudoku-row — [593, 2132, 806, 2155]
letter-body-wrap — [28, 902, 199, 988]
rice-planting-photo — [398, 128, 938, 630]
